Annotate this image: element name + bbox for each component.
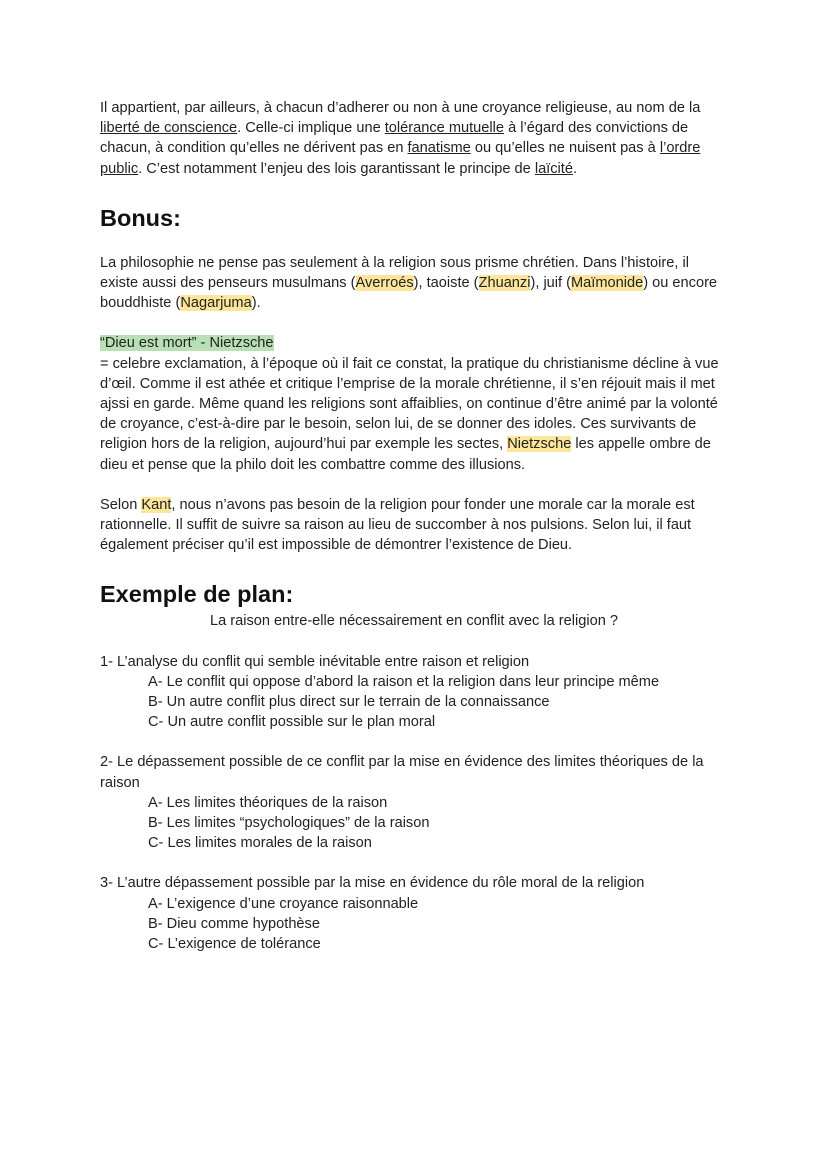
plan-question: La raison entre-elle nécessairement en conflit avec la religion ? [209, 613, 619, 630]
body-text: Selon [100, 496, 142, 513]
underlined-term: laïcité [534, 160, 573, 177]
nietzsche-paragraph [100, 354, 728, 475]
highlighted-name: Nietzsche [507, 436, 572, 453]
plan-subpart: B- Dieu comme hypothèse [148, 915, 320, 932]
bonus-heading: Bonus: [100, 204, 181, 231]
plan-subpart: A- L’exigence d’une croyance raisonnable [148, 895, 419, 912]
nietzsche-quote: “Dieu est mort” - Nietzsche [100, 335, 274, 352]
plan-subpart: B- Les limites “psychologiques” de la raison [148, 815, 430, 832]
intro-text: . [572, 160, 578, 177]
plan-subpart: B- Un autre conflit plus direct sur le terrain de la connaissance [148, 694, 550, 711]
plan-subpart: A- Les limites théoriques de la raison [148, 794, 388, 811]
highlighted-name: Maïmonide [571, 275, 644, 292]
plan-subpart: C- Un autre conflit possible sur le plan moral [148, 714, 436, 731]
body-text: les appelle ombre de dieu et pense que la philo doit les combattre comme des illusions. [100, 436, 711, 473]
bonus-paragraph-thinkers [100, 253, 728, 314]
highlighted-name: Kant [141, 496, 172, 513]
plan-subpart: C- Les limites morales de la raison [148, 835, 372, 852]
plan-part-1 [100, 652, 728, 733]
body-text: ), juif ( [530, 275, 572, 292]
highlighted-name: Averroés [355, 275, 414, 292]
highlighted-name: Zhuanzi [478, 275, 531, 292]
intro-text: . C’est notamment l’enjeu des lois garantissant le principe de [138, 160, 535, 177]
highlighted-name: Nagarjuma [180, 295, 252, 312]
intro-text: Il appartient, par ailleurs, à chacun d’adherer ou non à une croyance religieuse, au nom de la [100, 100, 701, 116]
plan-part-title: 1- L’analyse du conflit qui semble inévitable entre raison et religion [100, 653, 530, 670]
underlined-term: fanatisme [407, 140, 471, 157]
body-text: La philosophie ne pense pas seulement à la religion sous prisme chrétien. Dans l’histoire, il existe aussi des penseurs musulmans ( [100, 254, 689, 292]
body-text: ). [251, 295, 261, 312]
plan-part-3 [100, 873, 728, 954]
plan-part-title: 2- Le dépassement possible de ce conflit par la mise en évidence des limites théoriques de la raison [100, 754, 704, 791]
intro-text: . Celle-ci implique une [237, 120, 385, 137]
body-text: , nous n’avons pas besoin de la religion pour fonder une morale car la morale est rationnelle. Il suffit de suivre sa raison au lieu de succomber à nos pulsions. Selon lui, il faut également préciser qu’il est impossible de démontrer l’existence de Dieu. [100, 496, 695, 554]
underlined-term: liberté de conscience [100, 120, 238, 137]
nietzsche-quote-line [100, 333, 728, 353]
plan-part-2 [100, 752, 728, 853]
body-text: = celebre exclamation, à l’époque où il fait ce constat, la pratique du christianisme décline à vue d’œil. Comme il est athée et critique l’emprise de la morale chrétienne, il s’en réjouit mais il met ajssi en garde. Même quand les religions sont affaiblies, on continue d’être animé par la volonté de croyance, c’est-à-dire par le besoin, selon lui, de se donner des idoles. Ces survivants de religion hors de la religion, aujourd’hui par exemple les sectes, [100, 355, 719, 453]
intro-text: à l’égard des convictions de chacun, à condition qu’elles ne dérivent pas en [100, 120, 689, 157]
document-page [100, 98, 728, 954]
intro-text: ou qu’elles ne nuisent pas à [470, 140, 660, 157]
plan-subpart: A- Le conflit qui oppose d’abord la raison et la religion dans leur principe même [148, 673, 660, 690]
underlined-term: tolérance mutuelle [384, 120, 505, 137]
underlined-term: l’ordre public [100, 140, 701, 177]
body-text: ), taoiste ( [413, 275, 479, 292]
kant-paragraph [100, 495, 728, 556]
body-text: ) ou encore bouddhiste ( [100, 275, 718, 312]
plan-subpart: C- L’exigence de tolérance [148, 936, 321, 953]
plan-heading: Exemple de plan: [100, 581, 294, 608]
plan-part-title: 3- L’autre dépassement possible par la mise en évidence du rôle moral de la religion [100, 875, 645, 892]
intro-paragraph [100, 98, 728, 179]
